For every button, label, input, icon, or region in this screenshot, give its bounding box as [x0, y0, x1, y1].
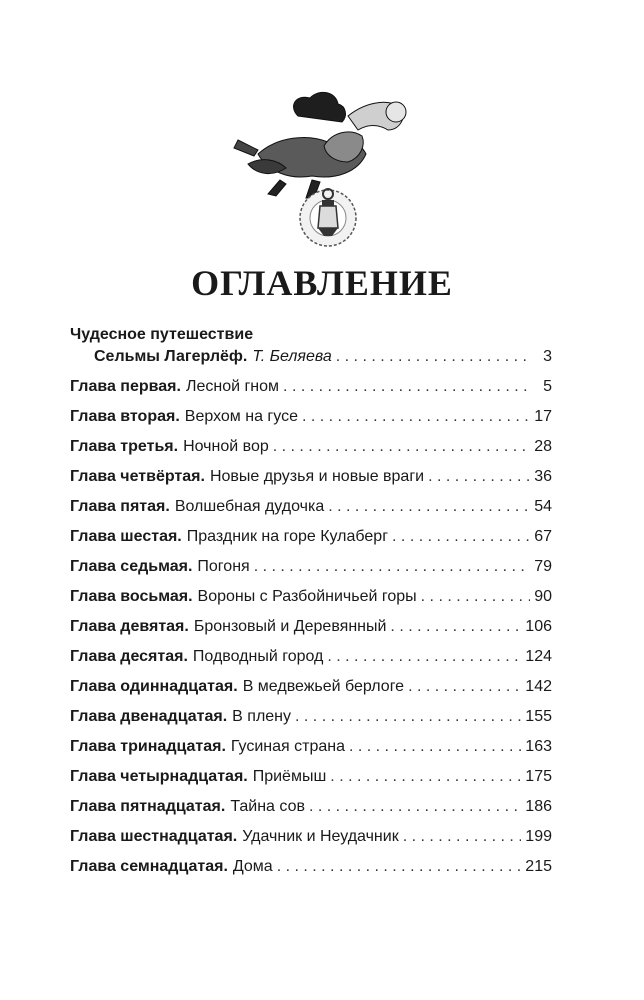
toc-entry — [70, 856, 552, 886]
toc-entry — [70, 466, 552, 496]
toc-entry — [70, 556, 552, 586]
chapter-title: В медвежьей берлоге — [242, 678, 405, 695]
page-number: 155 — [525, 708, 552, 725]
chapter-label: Глава тринадцатая. — [70, 738, 226, 755]
page-number: 142 — [525, 678, 552, 695]
gnome-riding-goose-illustration — [228, 76, 428, 252]
chapter-label: Глава семнадцатая. — [70, 858, 228, 875]
toc-entry — [70, 526, 552, 556]
chapter-title: Приёмыш — [252, 768, 327, 785]
toc-entry — [70, 706, 552, 736]
dot-leader — [428, 466, 530, 488]
page-number: 186 — [525, 798, 552, 815]
chapter-title: Погоня — [197, 558, 250, 575]
chapter-title: Удачник и Неудачник — [242, 828, 399, 845]
toc-entry — [70, 766, 552, 796]
dot-leader — [302, 406, 530, 428]
chapter-title: Вороны с Разбойничьей горы — [197, 588, 417, 605]
toc-entry — [70, 796, 552, 826]
dot-leader — [349, 736, 521, 758]
chapter-title: Дома — [232, 858, 273, 875]
page-number: 106 — [525, 618, 552, 635]
toc-entry — [70, 406, 552, 436]
chapter-label: Глава двенадцатая. — [70, 708, 228, 725]
dot-leader — [408, 676, 521, 698]
page-number: 215 — [525, 858, 552, 875]
page-number: 163 — [525, 738, 552, 755]
intro-title-line2: Сельмы Лагерлёф. — [94, 348, 248, 365]
chapter-title: Верхом на гусе — [184, 408, 298, 425]
page-number: 67 — [534, 528, 552, 545]
chapter-title: Новые друзья и новые враги — [209, 468, 425, 485]
page-number: 175 — [525, 768, 552, 785]
dot-leader — [421, 586, 530, 608]
page-number: 79 — [534, 558, 552, 575]
toc-intro-line — [70, 324, 552, 346]
page-number: 54 — [534, 498, 552, 515]
dot-leader — [309, 796, 521, 818]
page-number: 28 — [534, 438, 552, 455]
chapter-label: Глава седьмая. — [70, 558, 193, 575]
toc-intro-entry — [70, 346, 552, 376]
dot-leader — [330, 766, 521, 788]
chapter-title: Волшебная дудочка — [174, 498, 325, 515]
toc-entry — [70, 826, 552, 856]
chapter-label: Глава десятая. — [70, 648, 188, 665]
toc-entry — [70, 646, 552, 676]
page-title: ОГЛАВЛЕНИЕ — [191, 263, 453, 303]
toc-entry — [70, 616, 552, 646]
toc-entry — [70, 736, 552, 766]
chapter-label: Глава первая. — [70, 378, 181, 395]
chapter-label: Глава одиннадцатая. — [70, 678, 238, 695]
page-number: 199 — [525, 828, 552, 845]
dot-leader — [327, 646, 521, 668]
intro-page-number: 3 — [543, 348, 552, 365]
intro-author: Т. Беляева — [252, 348, 332, 365]
dot-leader — [336, 346, 530, 368]
chapter-label: Глава четырнадцатая. — [70, 768, 248, 785]
chapter-title: Гусиная страна — [230, 738, 345, 755]
chapter-title: В плену — [232, 708, 292, 725]
page-number: 90 — [534, 588, 552, 605]
table-of-contents — [70, 324, 552, 886]
dot-leader — [283, 376, 530, 398]
chapter-label: Глава четвёртая. — [70, 468, 205, 485]
toc-entry — [70, 496, 552, 526]
chapter-title: Ночной вор — [183, 438, 269, 455]
chapter-label: Глава вторая. — [70, 408, 180, 425]
page-number: 17 — [534, 408, 552, 425]
toc-entry — [70, 676, 552, 706]
chapter-label: Глава восьмая. — [70, 588, 193, 605]
chapter-title: Тайна сов — [230, 798, 305, 815]
chapter-title: Лесной гном — [185, 378, 280, 395]
toc-entry — [70, 376, 552, 406]
chapter-title: Бронзовый и Деревянный — [193, 618, 387, 635]
toc-entry — [70, 436, 552, 466]
page-number: 36 — [534, 468, 552, 485]
chapter-label: Глава шестая. — [70, 528, 182, 545]
chapter-label: Глава пятнадцатая. — [70, 798, 226, 815]
chapter-label: Глава девятая. — [70, 618, 189, 635]
intro-title-line1: Чудесное путешествие — [70, 326, 254, 343]
dot-leader — [295, 706, 521, 728]
dot-leader — [254, 556, 530, 578]
chapter-title: Подводный город — [192, 648, 324, 665]
page-number: 5 — [543, 378, 552, 395]
page-number: 124 — [525, 648, 552, 665]
dot-leader — [277, 856, 522, 878]
dot-leader — [403, 826, 522, 848]
dot-leader — [390, 616, 521, 638]
chapter-title: Праздник на горе Кулаберг — [186, 528, 389, 545]
toc-entry — [70, 586, 552, 616]
chapter-label: Глава третья. — [70, 438, 179, 455]
chapter-label: Глава пятая. — [70, 498, 170, 515]
chapter-label: Глава шестнадцатая. — [70, 828, 238, 845]
dot-leader — [273, 436, 530, 458]
dot-leader — [328, 496, 530, 518]
dot-leader — [392, 526, 530, 548]
